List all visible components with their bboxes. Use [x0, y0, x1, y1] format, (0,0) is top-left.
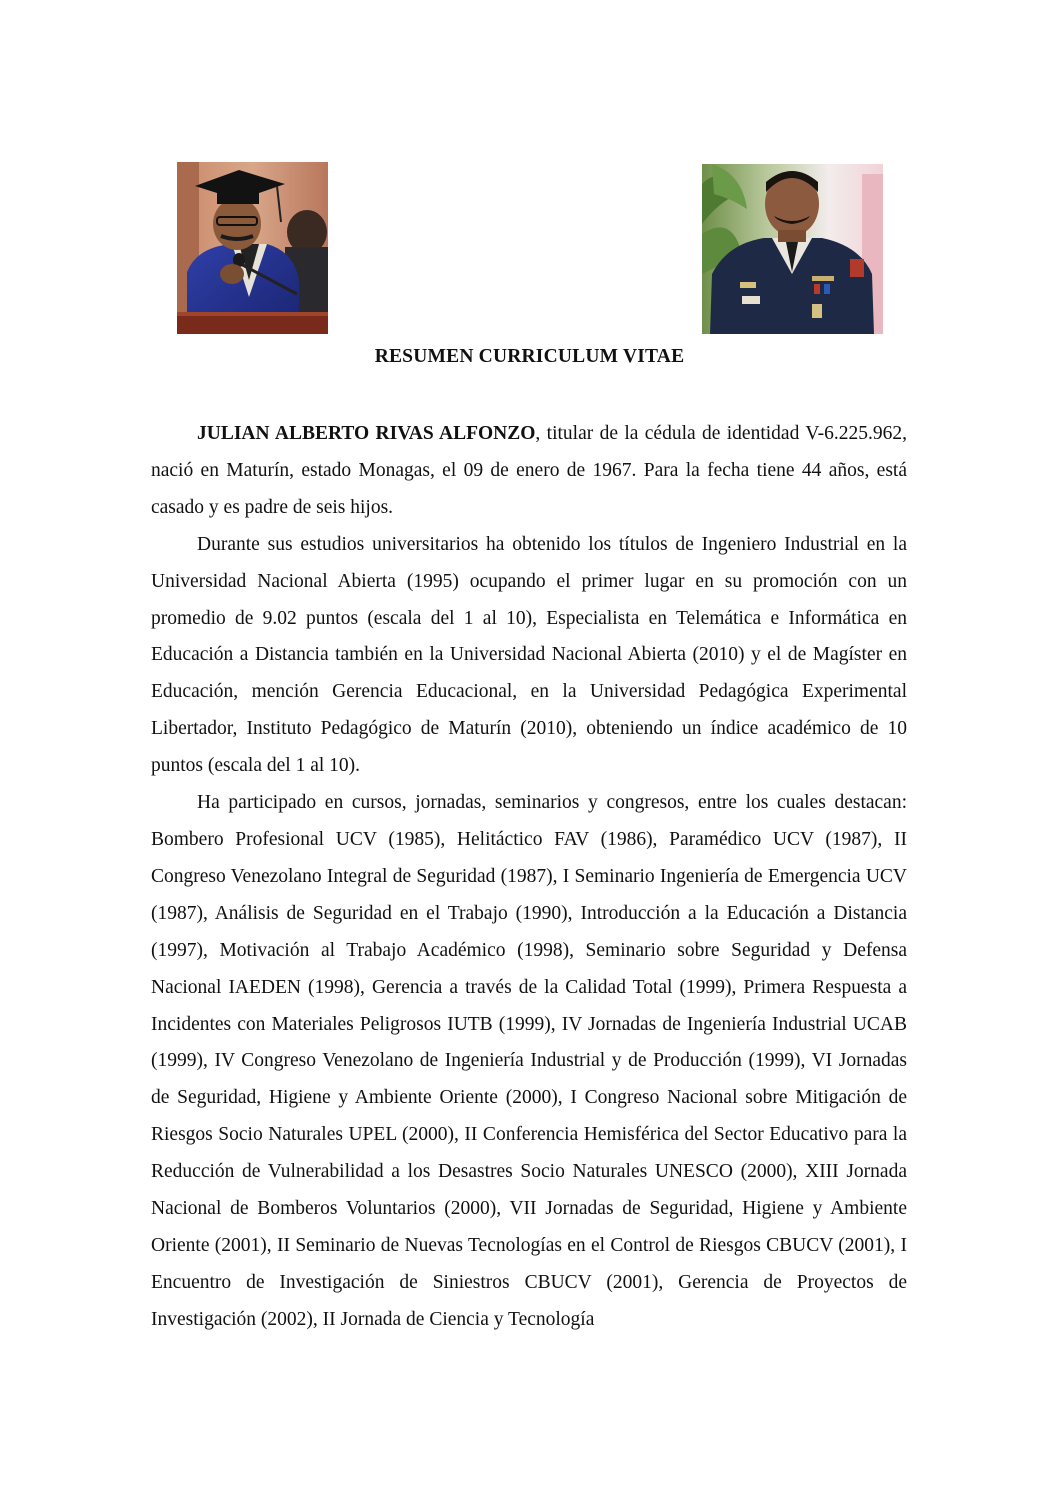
graduate-photo [177, 162, 328, 334]
document-body [151, 416, 907, 1339]
paragraph-courses: Ha participado en cursos, jornadas, seminarios y congresos, entre los cuales destacan: Bombero Profesional UCV (1985), Helitáctico FAV (1986), Paramédico UCV (1987), II Congreso Venezolano Integral de Seguridad (1987), I Seminario Ingeniería de Emergencia UCV (1987), Análisis de Seguridad en el Trabajo (1990), Introducción a la Educación a Distancia (1997), Motivación al Trabajo Académico (1998), Seminario sobre Seguridad y Defensa Nacional IAEDEN (1998), Gerencia a través de la Calidad Total (1999), Primera Respuesta a Incidentes con Materiales Peligrosos IUTB (1999), IV Jornadas de Ingeniería Industrial UCAB (1999), IV Congreso Venezolano de Ingeniería Industrial y de Producción (1999), VI Jornadas de Seguridad, Higiene y Ambiente Oriente (2000), I Congreso Nacional sobre Mitigación de Riesgos Socio Naturales UPEL (2000), II Conferencia Hemisférica del Sector Educativo para la Reducción de Vulnerabilidad a los Desastres Socio Naturales UNESCO (2000), XIII Jornada Nacional de Bomberos Voluntarios (2000), VII Jornadas de Seguridad, Higiene y Ambiente Oriente (2001), II Seminario de Nuevas Tecnologías en el Control de Riesgos CBUCV (2001), I Encuentro de Investigación de Siniestros CBUCV (2001), Gerencia de Proyectos de Investigación (2002), II Jornada de Ciencia y Tecnología [151, 792, 907, 1330]
paragraph-personal-info [151, 416, 907, 527]
person-name: JULIAN ALBERTO RIVAS ALFONZO [197, 423, 536, 444]
firefighter-photo [702, 164, 883, 334]
paragraph-text: , titular de la cédula de identidad V-6.225.962, nació en Maturín, estado Monagas, el 09 de enero de 1967. Para la fecha tiene 44 años, está casado y es padre de seis hijos. [151, 423, 907, 518]
document-title: RESUMEN CURRICULUM VITAE [374, 346, 685, 367]
paragraph-education: Durante sus estudios universitarios ha obtenido los títulos de Ingeniero Industrial en la Universidad Nacional Abierta (1995) ocupando el primer lugar en su promoción con un promedio de 9.02 puntos (escala del 1 al 10), Especialista en Telemática e Informática en Educación a Distancia también en la Universidad Nacional Abierta (2010) y el de Magíster en Educación, mención Gerencia Educacional, en la Universidad Pedagógica Experimental Libertador, Instituto Pedagógico de Maturín (2010), obteniendo un índice académico de 10 puntos (escala del 1 al 10). [151, 533, 907, 777]
